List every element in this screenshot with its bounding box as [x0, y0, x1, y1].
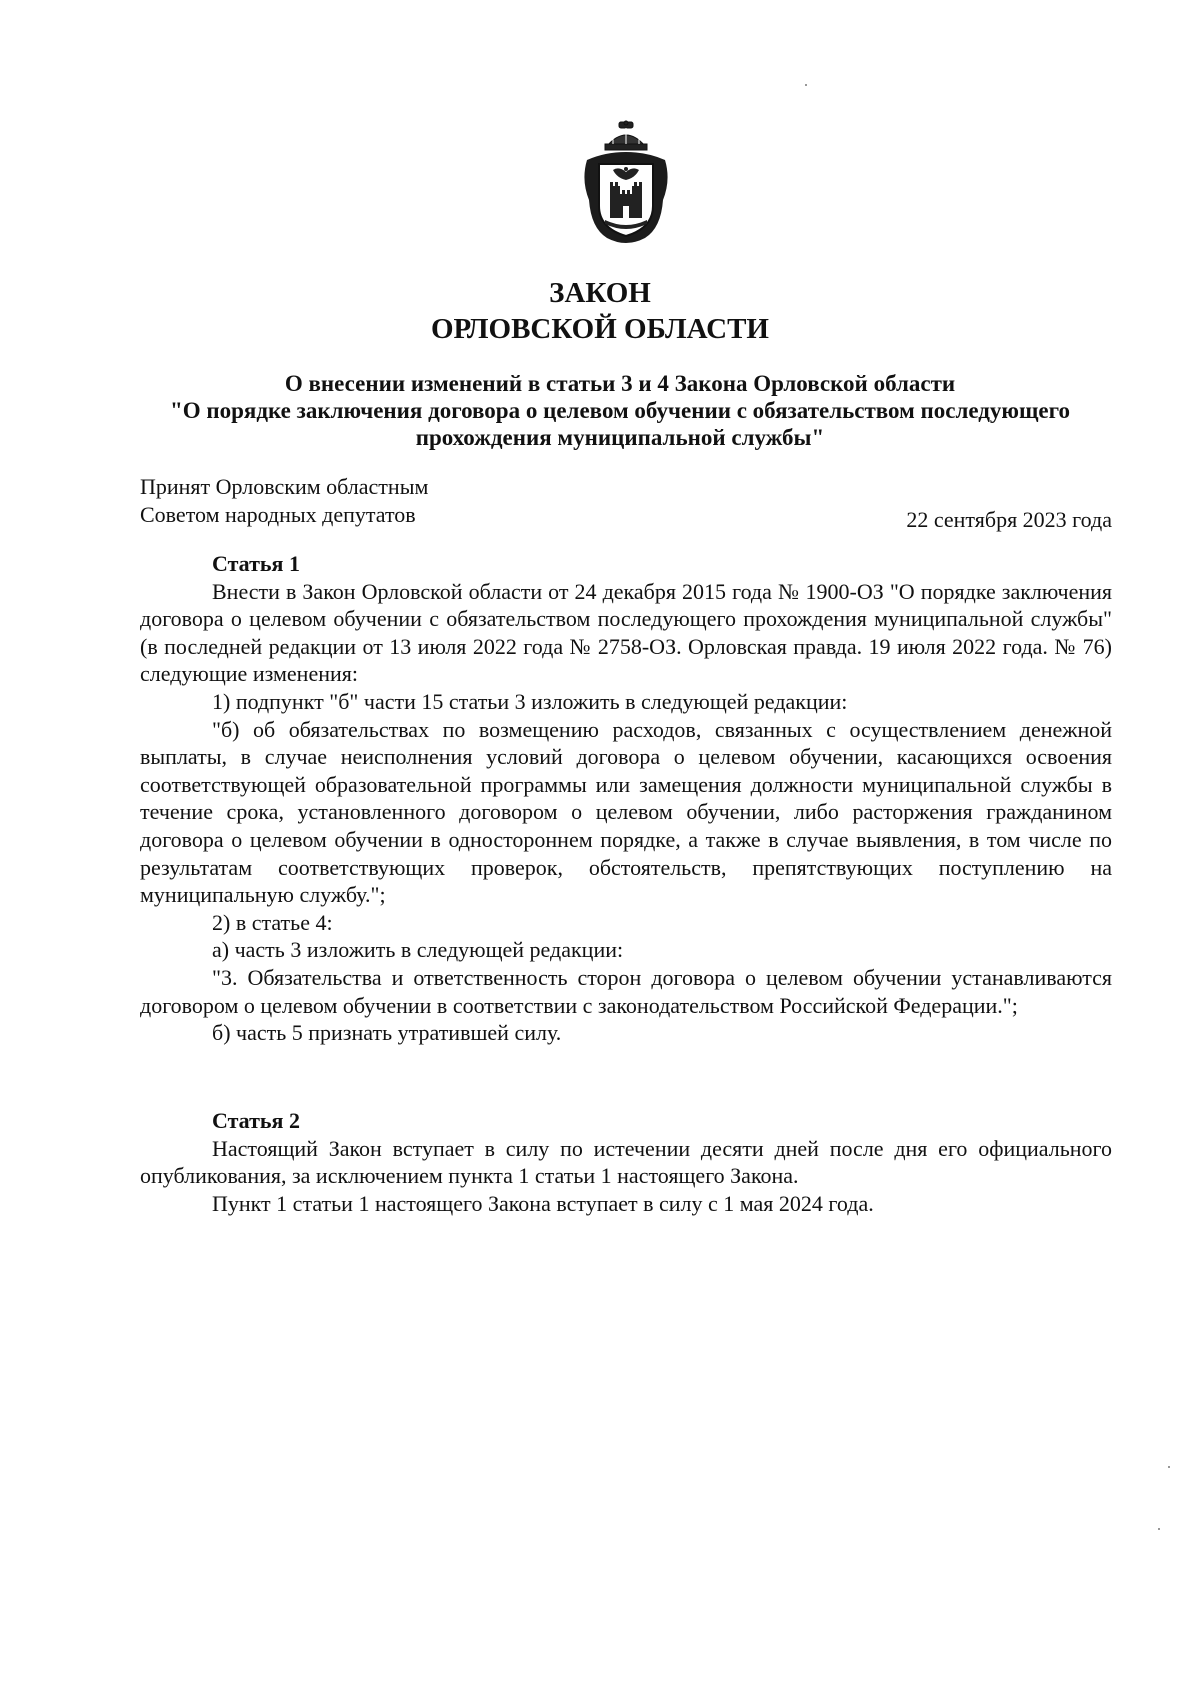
article-2-heading: Статья 2: [212, 1108, 300, 1133]
article-1-item-2a: а) часть 3 изложить в следующей редакции:: [212, 937, 624, 963]
adoption-line: Принят Орловским областным: [140, 474, 429, 499]
article-1-item-2b: б) часть 5 признать утратившей силу.: [212, 1020, 562, 1046]
article-2-para-2: Пункт 1 статьи 1 настоящего Закона вступает в силу с 1 мая 2024 года.: [212, 1190, 874, 1216]
adoption-date: 22 сентября 2023 года: [906, 507, 1112, 532]
subject-line: О внесении изменений в статьи 3 и 4 Закона Орловской области: [284, 371, 956, 396]
law-title: ЗАКОН: [549, 277, 651, 309]
article-1-item-1-text: "б) об обязательствах по возмещению расходов, связанных с осуществлением денежной выплаты, в случае неисполнения условий договора о целевом обучении, касающихся освоения соответствующей образовательной программы или замещения должности муниципальной службы в течение срока, установленного договором о целевом обучении, либо расторжения гражданином договора о целевом обучении в одностороннем порядке, а также в случае выявления, в том числе по результатам соответствующих проверок, обстоятельств, препятствующих поступлению на муниципальную службу.";: [140, 716, 1112, 908]
coat-of-arms-icon: [577, 120, 675, 250]
article-2-para-1: Настоящий Закон вступает в силу по истечении десяти дней после дня его официального опубликования, за исключением пункта 1 статьи 1 настоящего Закона.: [140, 1135, 1112, 1189]
adoption-block: [140, 473, 428, 529]
article-1-item-1: 1) подпункт "б" части 15 статьи 3 изложить в следующей редакции:: [212, 688, 848, 714]
article-1-item-2a-text: "3. Обязательства и ответственность сторон договора о целевом обучении устанавливаются договором о целевом обучении в соответствии с законодательством Российской Федерации.";: [140, 964, 1112, 1018]
subject-line: "О порядке заключения договора о целевом обучении с обязательством последующего: [169, 398, 1071, 423]
article-1-item-2: 2) в статье 4:: [212, 909, 333, 935]
article-1: [140, 550, 1112, 1047]
scan-speck: [1168, 1466, 1170, 1468]
adoption-line: Советом народных депутатов: [140, 502, 416, 527]
article-1-intro: Внести в Закон Орловской области от 24 декабря 2015 года № 1900-ОЗ "О порядке заключения договора о целевом обучении с обязательством последующего прохождения муниципальной службы" (в последней редакции от 13 июля 2022 года № 2758-ОЗ. Орловская правда. 19 июля 2022 года. № 76) следующие изменения:: [140, 578, 1112, 687]
scan-speck: [805, 84, 807, 86]
law-region-title: ОРЛОВСКОЙ ОБЛАСТИ: [430, 313, 769, 345]
scan-speck: [1158, 1528, 1160, 1530]
law-subject: [130, 370, 1110, 451]
subject-line: прохождения муниципальной службы": [415, 425, 825, 450]
article-1-heading: Статья 1: [212, 551, 300, 576]
article-2: [140, 1107, 1112, 1217]
